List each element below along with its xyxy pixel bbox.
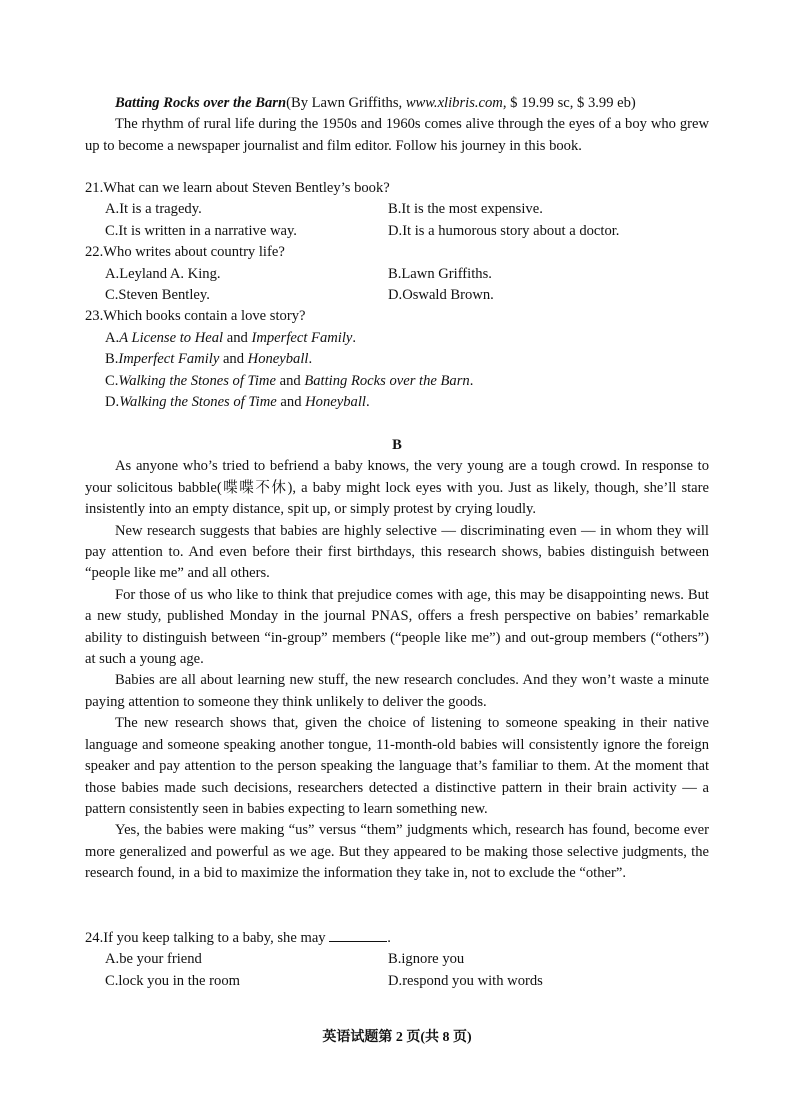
q23-d-end: . <box>365 394 370 411</box>
q23-option-c[interactable] <box>85 371 709 392</box>
q21-option-d[interactable]: D.It is a humorous story about a doctor. <box>388 222 620 239</box>
q23-option-b[interactable] <box>85 349 709 370</box>
q21-option-a[interactable]: A.It is a tragedy. <box>105 201 202 218</box>
section-b-paragraph-3: For those of us who like to think that prejudice comes with age, this may be disappointing news. But a new study, published Monday in the journal PNAS, offers a fresh perspective on babies’ remarkable ability to distinguish between “in-group” members (“people like me”) and out-group members (“others”) at such a young age. <box>85 586 709 668</box>
book-description: The rhythm of rural life during the 1950s and 1960s comes alive through the eyes of a boy who grew up to become a newspaper journalist and film editor. Follow his journey in this book. <box>85 116 709 154</box>
question-24 <box>85 927 709 992</box>
q23-a-and: and <box>223 329 252 346</box>
section-b-paragraph-6: Yes, the babies were making “us” versus “them” judgments which, research has found, become ever more generalized and powerful as we age. But they appeared to be making those selective judgments, the research found, in a bid to maximize the information they take in, not to exclude the “other”. <box>85 822 709 882</box>
q24-option-c[interactable]: C.lock you in the room <box>105 972 240 989</box>
q23-a-letter: A. <box>105 329 120 346</box>
q24-row-2 <box>85 971 709 992</box>
q23-option-d[interactable] <box>85 392 709 413</box>
q24-option-b[interactable]: B.ignore you <box>388 951 465 968</box>
section-b-paragraph-2: New research suggests that babies are highly selective — discriminating even — in whom they will pay attention to. And even before their first birthdays, this research shows, babies distinguish between “people like me” and all others. <box>85 522 709 582</box>
q22-option-c[interactable]: C.Steven Bentley. <box>105 287 210 304</box>
q23-b-title-2: Honeyball <box>247 351 309 368</box>
q22-option-b[interactable]: B.Lawn Griffiths. <box>388 265 492 282</box>
answer-blank[interactable] <box>329 927 387 942</box>
q24-option-a[interactable]: A.be your friend <box>105 951 202 968</box>
question-21 <box>85 178 709 413</box>
q23-d-letter: D. <box>105 394 120 411</box>
q23-d-title-2: Honeyball <box>305 394 366 411</box>
q23-d-and: and <box>276 394 306 411</box>
q22-stem: 22.Who writes about country life? <box>85 244 285 261</box>
q22-row-2 <box>85 285 709 306</box>
q23-c-title-1: Walking the Stones of Time <box>118 372 276 389</box>
page-footer: 英语试题第 2 页(共 8 页) <box>322 1030 472 1045</box>
q23-b-letter: B. <box>105 351 119 368</box>
q23-c-title-2: Batting Rocks over the Barn <box>304 372 470 389</box>
q23-c-letter: C. <box>105 372 119 389</box>
q23-stem: 23.Which books contain a love story? <box>85 308 306 325</box>
q23-d-title-1: Walking the Stones of Time <box>119 394 277 411</box>
q23-b-end: . <box>308 351 313 368</box>
q21-row-1 <box>85 199 709 220</box>
q21-option-c[interactable]: C.It is written in a narrative way. <box>105 222 297 239</box>
q22-option-a[interactable]: A.Leyland A. King. <box>105 265 221 282</box>
q21-row-2 <box>85 221 709 242</box>
q23-a-end: . <box>352 329 357 346</box>
q24-stem <box>85 927 709 949</box>
section-b <box>85 435 709 885</box>
book-site: www.xlibris.com <box>405 95 503 111</box>
q23-option-a[interactable] <box>85 328 709 349</box>
q23-b-and: and <box>219 351 248 368</box>
q23-a-title-2: Imperfect Family <box>251 329 353 346</box>
q24-stem-text: 24.If you keep talking to a baby, she may <box>85 930 330 946</box>
q23-c-end: . <box>469 372 474 389</box>
book-title: Batting Rocks over the Barn <box>115 95 287 111</box>
book-heading <box>85 93 709 114</box>
q22-row-1 <box>85 264 709 285</box>
section-b-paragraph-1: As anyone who’s tried to befriend a baby knows, the very young are a tough crowd. In response to your solicitous babble(喋喋不休), a baby might lock eyes with you. Just as likely, though, she’ll stare insistently into an empty distance, spit up, or simply protest by crying loudly. <box>85 458 709 518</box>
book-entry <box>85 93 709 157</box>
section-b-heading: B <box>392 437 402 453</box>
q22-option-d[interactable]: D.Oswald Brown. <box>388 287 494 304</box>
book-info-pre: (By Lawn Griffiths, <box>286 95 406 111</box>
q21-stem: 21.What can we learn about Steven Bentley’s book? <box>85 180 390 196</box>
q23-a-title-1: A License to Heal <box>119 329 224 346</box>
q24-stem-end: . <box>387 930 391 946</box>
q23-c-and: and <box>275 372 305 389</box>
q24-row-1 <box>85 949 709 970</box>
section-b-paragraph-5: The new research shows that, given the choice of listening to someone speaking in their native language and someone speaking another tongue, 11-month-old babies will consistently ignore the foreign speaker and pay attention to the person speaking the language that’s familiar to them. At the moment that those babies made such decisions, researchers detected a distinctive pattern in their brain activity — a pattern consistently seen in babies expecting to learn something new. <box>85 715 709 817</box>
q23-b-title-1: Imperfect Family <box>118 351 220 368</box>
book-info-post: , $ 19.99 sc, $ 3.99 eb) <box>502 95 636 111</box>
q24-option-d[interactable]: D.respond you with words <box>388 972 543 989</box>
section-b-paragraph-4: Babies are all about learning new stuff, the new research concludes. And they won’t waste a minute paying attention to someone they think unlikely to deliver the goods. <box>85 672 709 710</box>
q21-option-b[interactable]: B.It is the most expensive. <box>388 201 543 218</box>
